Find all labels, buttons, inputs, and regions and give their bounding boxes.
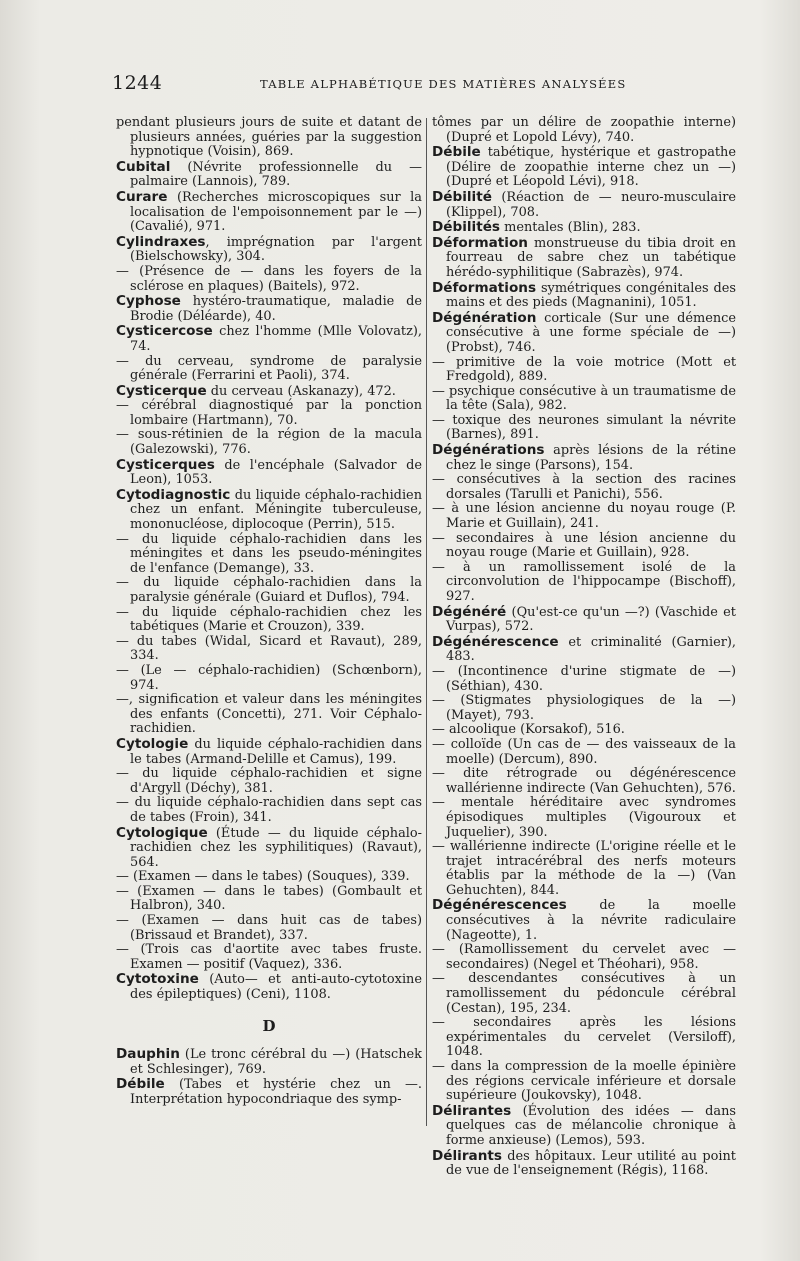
entry-text: et criminalité (Garnier), 483. — [446, 634, 736, 665]
index-entry — [432, 767, 736, 796]
index-entry — [116, 972, 422, 1002]
entry-headword: Dégénérescence — [432, 633, 559, 650]
entry-headword: Cytologie — [116, 735, 189, 752]
entry-text: (Névrite professionnelle du — palmaire (Lannois), 789. — [130, 159, 422, 190]
entry-text: — du liquide céphalo-rachidien dans sept cas de tabes (Froin), 341. — [116, 795, 422, 825]
entry-text: (Auto— et anti-auto-cytotoxine des épileptiques) (Ceni), 1108. — [130, 972, 422, 1003]
entry-text: (Le tronc cérébral du —) (Hatschek et Schlesinger), 769. — [130, 1047, 422, 1077]
index-entry — [116, 399, 422, 428]
index-entry — [116, 870, 422, 885]
entry-text: tabétique, hystérique et gastropathe (Délire de zoopathie interne chez un —) (Dupré et Léopold Lévi), 918. — [446, 145, 736, 190]
index-entry — [432, 665, 736, 694]
entry-text: du liquide céphalo-rachidien dans le tabes (Armand-Delille et Camus), 199. — [130, 736, 422, 767]
entry-text: (Qu'est-ce qu'un —?) (Vaschide et Vurpas), 572. — [446, 604, 736, 635]
entry-headword: Délirantes — [432, 1102, 512, 1119]
entry-headword: Délirants — [432, 1147, 502, 1164]
entry-headword: Cytologique — [116, 824, 208, 841]
entry-text: — (Trois cas d'aortite avec tabes fruste. Examen — positif (Vaquez), 336. — [116, 942, 422, 972]
entry-text: de la moelle consécutives à la névrite radiculaire (Nageotte), 1. — [446, 898, 736, 943]
entry-text: monstrueuse du tibia droit en fourreau de sabre chez un tabétique hérédo-syphilitique (Sabrazès), 974. — [446, 235, 736, 280]
index-entry — [432, 281, 736, 311]
entry-text: — du cerveau, syndrome de paralysie générale (Ferrarini et Paoli), 374. — [116, 353, 422, 384]
index-entry — [116, 533, 422, 577]
entry-text: — primitive de la voie motrice (Mott et Fredgold), 889. — [432, 354, 736, 385]
entry-text: — cérébral diagnostiqué par la ponction lombaire (Hartmann), 70. — [116, 398, 422, 428]
index-entry — [116, 664, 422, 693]
entry-text: — du tabes (Widal, Sicard et Ravaut), 289, 334. — [116, 633, 422, 664]
entry-text: — colloïde (Un cas de — des vaisseaux de la moelle) (Dercum), 890. — [432, 736, 736, 767]
index-entry — [116, 116, 422, 160]
entry-text: hystéro-traumatique, maladie de Brodie (Déléarde), 40. — [130, 294, 422, 324]
entry-text: tômes par un délire de zoopathie interne) (Dupré et Lopold Lévy), 740. — [432, 115, 736, 145]
entry-text: — (Examen — dans le tabes) (Souques), 339. — [116, 869, 410, 885]
entry-text: corticale (Sur une démence consécutive à une forme spéciale de —) (Probst), 746. — [446, 310, 736, 355]
index-entry — [432, 972, 736, 1016]
entry-text: des hôpitaux. Leur utilité au point de vue de l'enseignement (Régis), 1168. — [446, 1148, 736, 1179]
index-entry — [432, 943, 736, 972]
entry-text: symétriques congénitales des mains et des pieds (Magnanini), 1051. — [446, 280, 736, 311]
entry-text: — à un ramollissement isolé de la circonvolution de l'hippocampe (Bischoff), 927. — [432, 559, 736, 604]
section-letter: D — [262, 1016, 276, 1035]
index-entry — [432, 145, 736, 190]
entry-text: du liquide céphalo-rachidien chez un enfant. Méningite tuberculeuse, mononucléose, diplocoque (Perrin), 515. — [130, 487, 422, 533]
index-entry — [432, 1016, 736, 1060]
column-divider — [426, 118, 427, 1126]
index-entry — [116, 458, 422, 488]
entry-text: de l'encéphale (Salvador de Leon), 1053. — [130, 457, 422, 488]
entry-headword: Débilité — [432, 188, 492, 205]
entry-text: — (Présence de — dans les foyers de la sclérose en plaques) (Baitels), 972. — [116, 263, 422, 294]
index-entry — [116, 235, 422, 265]
index-entry — [116, 355, 422, 384]
entry-text: — alcoolique (Korsakof), 516. — [432, 722, 625, 738]
index-entry — [116, 1077, 422, 1107]
index-entry — [432, 311, 736, 356]
entry-text: — secondaires à une lésion ancienne du noyau rouge (Marie et Guillain), 928. — [432, 530, 736, 561]
index-entry — [432, 796, 736, 840]
index-entry — [432, 738, 736, 767]
index-entry — [432, 356, 736, 385]
index-entry — [116, 943, 422, 972]
index-entry — [432, 236, 736, 281]
index-entry — [432, 605, 736, 635]
index-entry — [116, 737, 422, 767]
entry-headword: Dégénérations — [432, 442, 545, 459]
index-entry — [116, 914, 422, 943]
entry-headword: Débile — [116, 1076, 165, 1093]
entry-text: — (Ramollissement du cervelet avec — secondaires) (Negel et Théohari), 958. — [432, 942, 736, 972]
page-header — [112, 72, 712, 98]
index-entry — [432, 116, 736, 145]
index-entry — [116, 324, 422, 354]
entry-text: — du liquide céphalo-rachidien dans la paralysie générale (Guiard et Duflos), 794. — [116, 575, 422, 605]
index-entry — [116, 606, 422, 635]
entry-text: — dite rétrograde ou dégénérescence wallérienne indirecte (Van Gehuchten), 576. — [432, 766, 736, 796]
index-entry — [116, 767, 422, 796]
entry-text: — secondaires après les lésions expérimentales du cervelet (Versiloff), 1048. — [432, 1015, 736, 1060]
entry-headword: Débilités — [432, 219, 501, 236]
entry-text: — toxique des neurones simulant la névrite (Barnes), 891. — [432, 412, 736, 443]
entry-headword: Dégénéré — [432, 603, 507, 620]
entry-text: —, signification et valeur dans les méningites des enfants (Concetti), 271. Voir Céphalo-rachidien. — [116, 692, 422, 737]
entry-text: — du liquide céphalo-rachidien dans les méningites et dans les pseudo-méningites de l'enfance (Demange), 33. — [116, 531, 422, 576]
entry-text: — à une lésion ancienne du noyau rouge (P. Marie et Guillain), 241. — [432, 501, 736, 532]
entry-headword: Cysticerques — [116, 456, 215, 473]
index-entry — [432, 723, 736, 738]
index-entry — [116, 160, 422, 190]
entry-text: mentales (Blin), 283. — [500, 220, 641, 236]
index-entry — [432, 1104, 736, 1149]
entry-text: (Évolution des idées — dans quelques cas de mélancolie chronique à forme anxieuse) (Lemos), 593. — [446, 1103, 736, 1148]
index-entry — [432, 190, 736, 220]
entry-headword: Cyphose — [116, 293, 181, 310]
entry-text: — du liquide céphalo-rachidien et signe d'Argyll (Déchy), 381. — [116, 766, 422, 796]
entry-headword: Cysticercose — [116, 323, 213, 340]
entry-text: — psychique consécutive à un traumatisme de la tête (Sala), 982. — [432, 383, 736, 414]
entry-text: — sous-rétinien de la région de la macula (Galezowski), 776. — [116, 427, 422, 458]
entry-text: (Recherches microscopiques sur la localisation de l'empoisonnement par le —) (Cavalié), 971. — [130, 189, 422, 235]
entry-text: (Tabes et hystérie chez un —. Interprétation hypocondriaque des symp- — [130, 1077, 422, 1107]
entry-text: — (Le — céphalo-rachidien) (Schœnborn), 974. — [116, 662, 422, 693]
entry-text: (Étude — du liquide céphalo-rachidien chez les syphilitiques) (Ravaut), 564. — [130, 825, 422, 870]
index-entry — [432, 532, 736, 561]
index-entry — [432, 1149, 736, 1179]
entry-headword: Cubital — [116, 158, 171, 175]
entry-headword: Cysticerque — [116, 382, 207, 399]
entry-text: pendant plusieurs jours de suite et datant de plusieurs années, guéries par la suggestion hypnotique (Voisin), 869. — [116, 115, 422, 160]
index-entry — [432, 473, 736, 502]
index-column-left — [116, 116, 422, 1108]
index-entry — [432, 561, 736, 605]
entry-headword: Cytodiagnostic — [116, 486, 231, 503]
entry-text: — (Incontinence d'urine stigmate de —) (Séthian), 430. — [432, 663, 736, 694]
index-entry — [116, 826, 422, 871]
index-entry — [116, 428, 422, 457]
index-entry — [432, 443, 736, 473]
index-entry — [432, 502, 736, 531]
index-entry — [116, 885, 422, 914]
index-entry — [432, 1060, 736, 1104]
entry-headword: Curare — [116, 188, 168, 205]
page-number: 1244 — [112, 72, 163, 94]
index-entry — [116, 384, 422, 400]
index-entry — [432, 220, 736, 236]
index-entry — [116, 265, 422, 294]
entry-text: du cerveau (Askanazy), 472. — [206, 383, 396, 399]
index-entry — [116, 635, 422, 664]
entry-text: — mentale héréditaire avec syndromes épisodiques multiples (Vigouroux et Juquelier), 390. — [432, 795, 736, 840]
index-entry — [432, 414, 736, 443]
index-entry — [432, 385, 736, 414]
entry-text: — du liquide céphalo-rachidien chez les tabétiques (Marie et Crouzon), 339. — [116, 604, 422, 635]
index-column-right — [432, 116, 736, 1179]
entry-headword: Dauphin — [116, 1046, 180, 1063]
entry-text: — dans la compression de la moelle épinière des régions cervicale inférieure et dorsale supérieure (Joukovsky), 1048. — [432, 1059, 736, 1104]
index-entry — [116, 190, 422, 235]
index-entry — [116, 294, 422, 324]
entry-text: — (Stigmates physiologiques de la —) (Mayet), 793. — [432, 693, 736, 723]
entry-text: , imprégnation par l'argent (Bielschowsky), 304. — [130, 234, 422, 265]
entry-text: — consécutives à la section des racines dorsales (Tarulli et Panichi), 556. — [432, 472, 736, 502]
entry-headword: Dégénération — [432, 309, 537, 326]
index-entry — [432, 898, 736, 943]
entry-text: — descendantes consécutives à un ramollissement du pédoncule cérébral (Cestan), 195, 234. — [432, 971, 736, 1016]
index-entry — [116, 693, 422, 737]
entry-text: après lésions de la rétine chez le singe (Parsons), 154. — [446, 443, 736, 473]
entry-headword: Débile — [432, 144, 481, 161]
entry-headword: Déformations — [432, 279, 537, 296]
entry-headword: Déformation — [432, 234, 528, 251]
entry-headword: Dégénérescences — [432, 897, 567, 914]
entry-text: — (Examen — dans huit cas de tabes) (Brissaud et Brandet), 337. — [116, 913, 422, 943]
index-entry — [432, 635, 736, 665]
running-title: TABLE ALPHABÉTIQUE DES MATIÈRES ANALYSÉES — [260, 77, 627, 91]
index-entry — [432, 694, 736, 723]
entry-text: (Réaction de — neuro-musculaire (Klippel), 708. — [446, 189, 736, 220]
entry-text: chez l'homme (Mlle Volovatz), 74. — [130, 324, 422, 354]
entry-headword: Cylindraxes — [116, 233, 206, 250]
entry-headword: Cytotoxine — [116, 971, 199, 988]
entry-text: — wallérienne indirecte (L'origine réelle et le trajet intracérébral des nerfs moteurs établis par la méthode de la —) (Van Gehuchten), 844. — [432, 839, 736, 898]
index-entry — [116, 796, 422, 825]
index-entry — [116, 1047, 422, 1077]
entry-text: — (Examen — dans le tabes) (Gombault et Halbron), 340. — [116, 883, 422, 914]
index-entry — [432, 840, 736, 898]
index-entry — [116, 488, 422, 533]
index-entry — [116, 576, 422, 605]
